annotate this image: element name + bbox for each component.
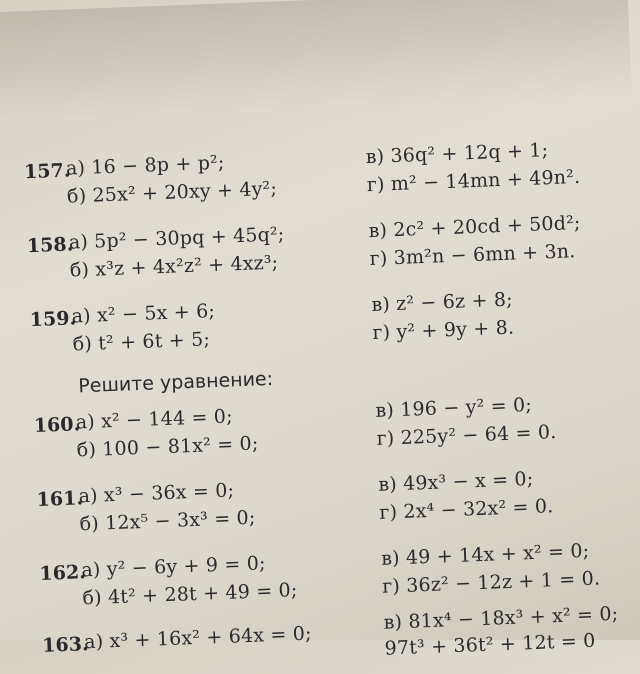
problem-part-v: в) 2c² + 20cd + 50d²; <box>368 211 581 243</box>
problem-part-v: в) 196 − y² = 0; <box>375 393 533 422</box>
page-shadow <box>0 0 632 122</box>
problem-part-g: 97t³ + 36t² + 12t = 0 <box>384 629 596 660</box>
problem-part-b: б) x³z + 4x²z² + 4xz³; <box>69 251 279 282</box>
problem-part-a: а) x² − 144 = 0; <box>75 405 234 434</box>
problem-number: 160. <box>33 413 81 438</box>
problem-part-a: а) x³ + 16x² + 64x = 0; <box>83 622 313 654</box>
problem-part-b: б) 4t² + 28t + 49 = 0; <box>82 579 298 610</box>
problem-part-a: а) y² − 6y + 9 = 0; <box>81 552 267 582</box>
problem-number: 159. <box>29 307 77 332</box>
problem-number: 161. <box>36 487 84 511</box>
problem-part-v: в) 49 + 14x + x² = 0; <box>380 539 590 570</box>
problem-part-v: в) 81x⁴ − 18x³ + x² = 0; <box>383 602 619 634</box>
problem-part-a: а) x² − 5x + 6; <box>71 300 216 328</box>
problem-part-g: г) 3m²n − 6mn + 3n. <box>369 240 576 271</box>
problem-part-g: г) 36z² − 12z + 1 = 0. <box>381 567 601 598</box>
problem-part-b: б) 25x² + 20xy + 4y²; <box>66 177 278 208</box>
problem-part-b: б) 100 − 81x² = 0; <box>76 432 259 462</box>
problem-part-b: б) 12x⁵ − 3x³ = 0; <box>79 506 256 536</box>
problem-number: 162. <box>39 561 87 585</box>
problem-part-g: г) m² − 14mn + 49n². <box>366 165 581 197</box>
problem-part-b: б) t² + 6t + 5; <box>72 328 211 356</box>
problem-number: 157. <box>23 159 71 184</box>
problem-part-v: в) z² − 6z + 8; <box>371 288 514 317</box>
problem-number: 158. <box>26 233 74 258</box>
problem-number: 163. <box>41 633 89 657</box>
problem-part-a: а) x³ − 36x = 0; <box>78 479 235 508</box>
section-heading: Решите уравнение: <box>77 367 274 398</box>
problem-part-v: в) 49x³ − x = 0; <box>377 467 534 496</box>
problem-part-g: г) 225y² − 64 = 0. <box>376 421 557 450</box>
problem-part-v: в) 36q² + 12q + 1; <box>365 139 549 169</box>
problem-part-g: г) y² + 9y + 8. <box>372 316 515 344</box>
problem-part-a: а) 16 − 8p + p²; <box>65 151 225 180</box>
problem-part-g: г) 2x⁴ − 32x² = 0. <box>379 495 554 524</box>
problem-part-a: а) 5p² − 30pq + 45q²; <box>68 223 285 254</box>
